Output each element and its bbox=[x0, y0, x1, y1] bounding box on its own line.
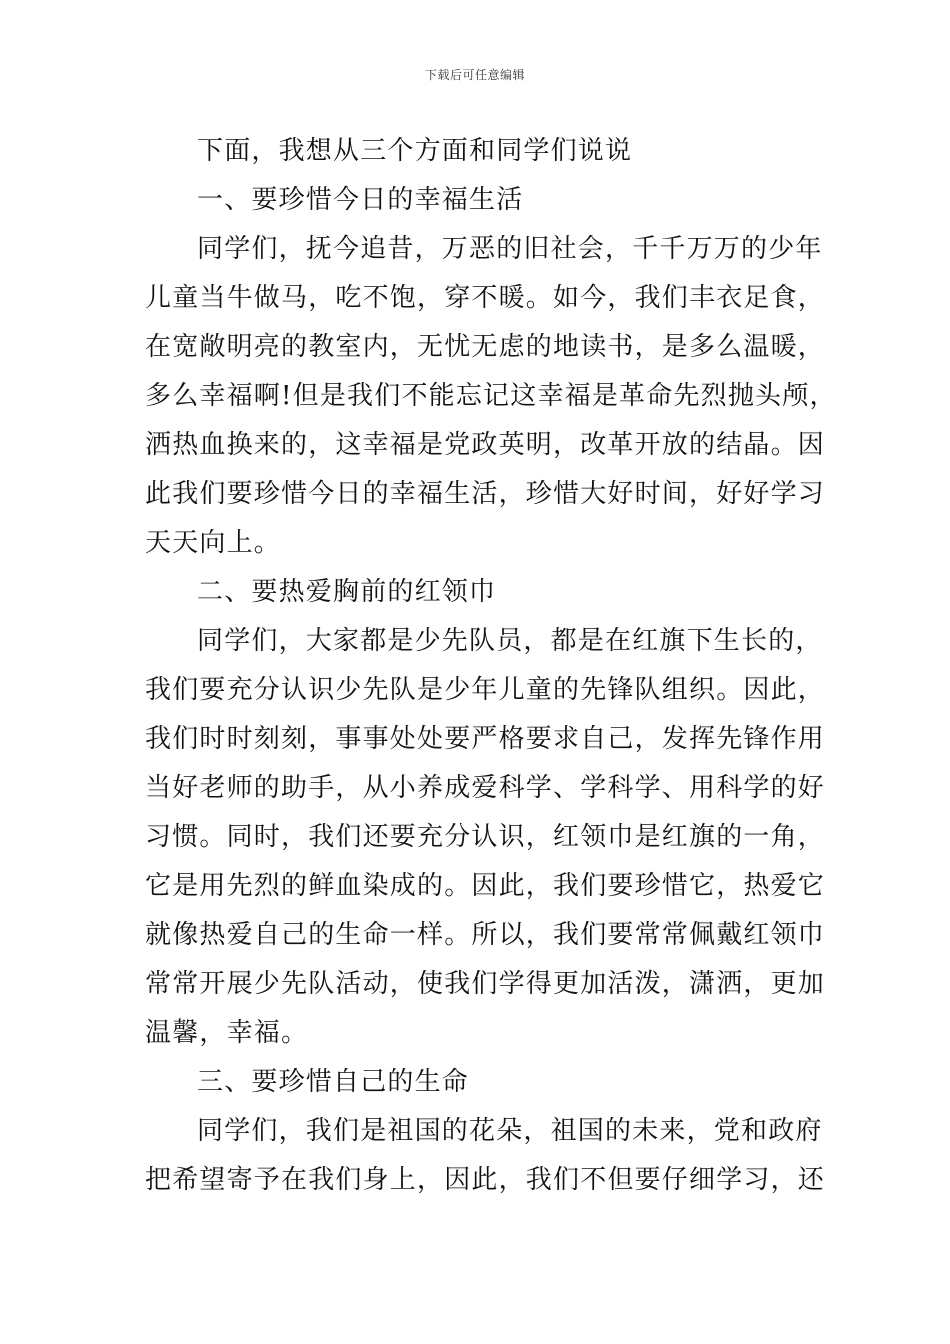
paragraph-line: 同学们，抚今追昔，万恶的旧社会，千千万万的少年 bbox=[197, 234, 823, 264]
paragraph-line: 常常开展少先队活动，使我们学得更加活泼，潇洒，更加 bbox=[145, 969, 826, 999]
intro-line: 下面，我想从三个方面和同学们说说 bbox=[197, 136, 633, 166]
paragraph-line: 当好老师的助手，从小养成爱科学、学科学、用科学的好 bbox=[145, 773, 826, 803]
paragraph-line: 同学们，大家都是少先队员，都是在红旗下生长的， bbox=[197, 626, 823, 656]
paragraph-line: 我们要充分认识少先队是少年儿童的先锋队组织。因此， bbox=[145, 675, 826, 705]
paragraph-line: 就像热爱自己的生命一样。所以，我们要常常佩戴红领巾 bbox=[145, 920, 826, 950]
paragraph-line: 儿童当牛做马，吃不饱，穿不暖。如今，我们丰衣足食， bbox=[145, 283, 826, 313]
section-heading-2: 二、要热爱胸前的红领巾 bbox=[197, 577, 497, 607]
document-body bbox=[145, 127, 837, 1205]
paragraph-line: 习惯。同时，我们还要充分认识，红领巾是红旗的一角， bbox=[145, 822, 826, 852]
paragraph-line: 此我们要珍惜今日的幸福生活，珍惜大好时间，好好学习 bbox=[145, 479, 826, 509]
paragraph-line: 它是用先烈的鲜血染成的。因此，我们要珍惜它，热爱它 bbox=[145, 871, 826, 901]
paragraph-line: 多么幸福啊!但是我们不能忘记这幸福是革命先烈抛头颅， bbox=[145, 381, 837, 411]
paragraph-line: 在宽敞明亮的教室内，无忧无虑的地读书，是多么温暖， bbox=[145, 332, 826, 362]
paragraph-line: 温馨，幸福。 bbox=[145, 1018, 309, 1048]
paragraph-line: 洒热血换来的，这幸福是党政英明，改革开放的结晶。因 bbox=[145, 430, 826, 460]
paragraph-line: 我们时时刻刻，事事处处要严格要求自己，发挥先锋作用 bbox=[145, 724, 826, 754]
paragraph-line: 天天向上。 bbox=[145, 528, 282, 558]
paragraph-line: 把希望寄予在我们身上，因此，我们不但要仔细学习，还 bbox=[145, 1165, 826, 1195]
section-heading-1: 一、要珍惜今日的幸福生活 bbox=[197, 185, 524, 215]
section-heading-3: 三、要珍惜自己的生命 bbox=[197, 1067, 470, 1097]
page-header-note: 下载后可任意编辑 bbox=[424, 68, 525, 82]
paragraph-line: 同学们，我们是祖国的花朵，祖国的未来，党和政府 bbox=[197, 1116, 823, 1146]
